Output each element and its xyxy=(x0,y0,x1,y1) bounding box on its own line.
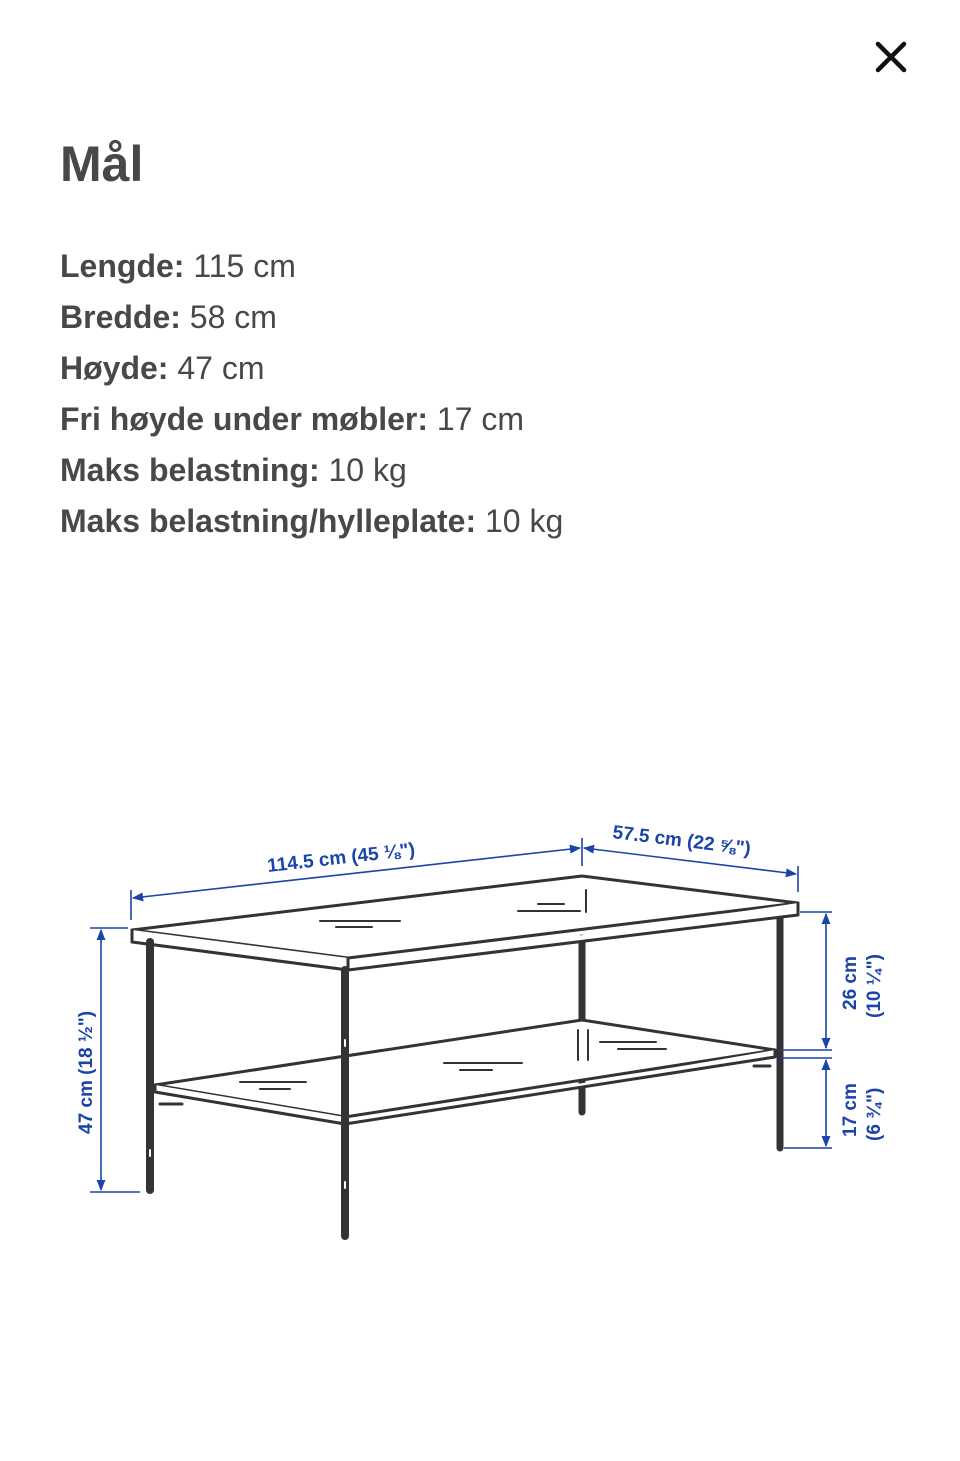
spec-value: 17 cm xyxy=(436,401,525,437)
page-title: Mål xyxy=(60,136,144,192)
spec-value: 58 cm xyxy=(189,299,277,335)
shelf-gap-label-in: (10 ¼") xyxy=(864,954,885,1018)
spec-row-clearance xyxy=(60,394,563,445)
spec-row-max-load xyxy=(60,445,563,496)
spec-label: Lengde: xyxy=(60,248,185,284)
spec-row-width xyxy=(60,292,563,343)
depth-dimension-label: 57.5 cm (22 ⅝") xyxy=(611,822,752,860)
spec-row-max-load-shelf xyxy=(60,496,563,547)
length-dimension-label: 114.5 cm (45 ⅛") xyxy=(266,839,417,877)
spec-value: 47 cm xyxy=(177,350,265,386)
spec-value: 10 kg xyxy=(328,452,407,488)
table-dimension-diagram xyxy=(0,780,960,1300)
spec-label: Fri høyde under møbler: xyxy=(60,401,429,437)
dimension-list xyxy=(60,241,563,547)
spec-label: Maks belastning: xyxy=(60,452,320,488)
height-dimension-label: 47 cm (18 ½") xyxy=(76,1010,97,1134)
spec-row-length xyxy=(60,241,563,292)
spec-label: Bredde: xyxy=(60,299,181,335)
clearance-label-cm: 17 cm xyxy=(840,1083,861,1137)
spec-value: 10 kg xyxy=(485,503,564,539)
shelf-gap-label-cm: 26 cm xyxy=(840,956,861,1010)
spec-row-height xyxy=(60,343,563,394)
spec-label: Maks belastning/hylleplate: xyxy=(60,503,477,539)
close-icon xyxy=(862,28,920,86)
spec-label: Høyde: xyxy=(60,350,169,386)
spec-value: 115 cm xyxy=(193,248,296,284)
clearance-label-in: (6 ¾") xyxy=(864,1087,885,1141)
close-button[interactable] xyxy=(862,28,920,86)
table-drawing xyxy=(132,876,798,1236)
